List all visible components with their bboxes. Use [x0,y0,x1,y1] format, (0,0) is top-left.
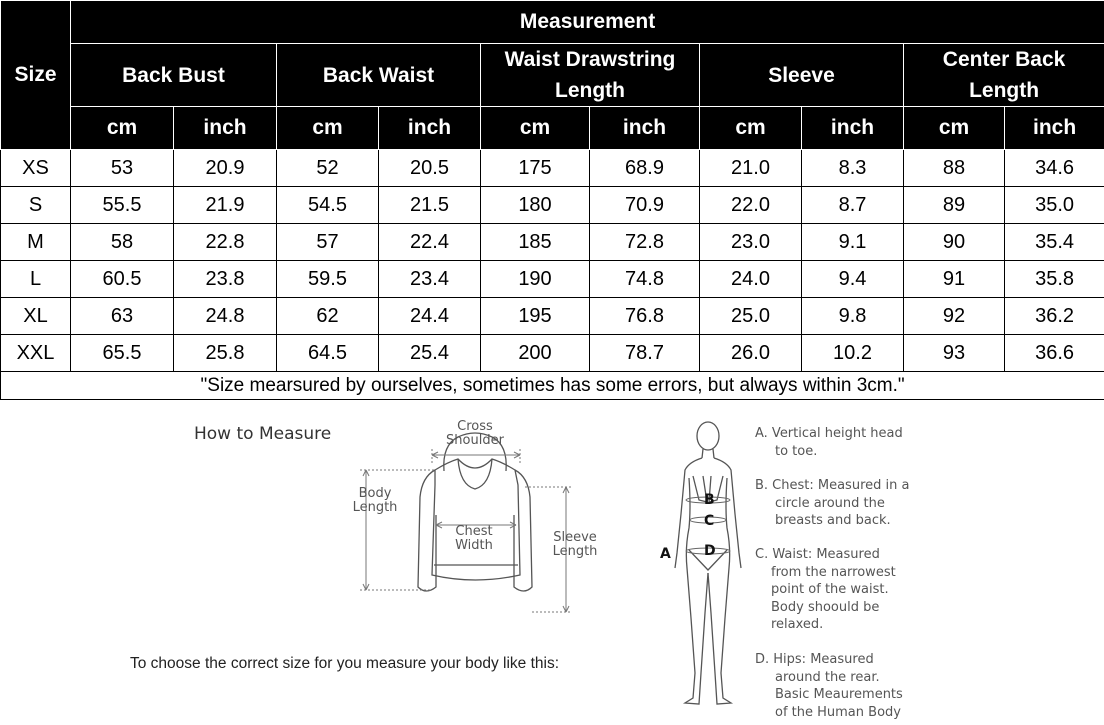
table-cell: 175 [481,150,590,187]
description-c: C. Waist: Measured from the narrowest point of the waist. Body shoould be relaxed. [755,547,896,632]
marker-c: C [704,513,715,529]
table-cell: 23.4 [379,261,481,298]
table-cell: 35.0 [1005,187,1104,224]
table-cell: 190 [481,261,590,298]
measurement-note: "Size mearsured by ourselves, sometimes has some errors, but always within 3cm." [1,372,1104,400]
unit-header: cm [904,107,1005,150]
table-cell: 20.5 [379,150,481,187]
sleeve-length-label: Sleeve Length [552,530,598,559]
table-cell: 21.5 [379,187,481,224]
cross-shoulder-label: Cross Shoulder [446,419,504,448]
group-back-bust: Back Bust [71,44,277,107]
table-row [1,298,1104,335]
table-cell: 60.5 [71,261,174,298]
table-cell: 72.8 [590,224,700,261]
description-d: D. Hips: Measured around the rear. Basic Meaurements of the Human Body [755,652,903,720]
table-cell: 200 [481,335,590,372]
table-cell: 26.0 [700,335,802,372]
table-cell: 22.0 [700,187,802,224]
table-cell: 89 [904,187,1005,224]
table-cell: 54.5 [277,187,379,224]
table-cell: 25.4 [379,335,481,372]
table-cell: 24.0 [700,261,802,298]
table-cell: 65.5 [71,335,174,372]
group-back-waist: Back Waist [277,44,481,107]
table-cell: 22.4 [379,224,481,261]
table-cell: 58 [71,224,174,261]
body-length-label: Body Length [352,486,398,515]
table-cell: 23.8 [174,261,277,298]
table-cell: 57 [277,224,379,261]
size-cell: L [1,261,71,298]
marker-d: D [704,543,716,559]
chest-width-label: Chest Width [455,524,493,553]
table-cell: 93 [904,335,1005,372]
table-cell: 185 [481,224,590,261]
size-cell: M [1,224,71,261]
how-to-measure-title: How to Measure [194,424,332,444]
table-cell: 78.7 [590,335,700,372]
table-cell: 195 [481,298,590,335]
table-cell: 24.8 [174,298,277,335]
unit-header: inch [590,107,700,150]
size-cell: XS [1,150,71,187]
table-cell: 23.0 [700,224,802,261]
table-row [1,150,1104,187]
table-cell: 35.8 [1005,261,1104,298]
table-cell: 59.5 [277,261,379,298]
table-cell: 8.7 [802,187,904,224]
table-cell: 180 [481,187,590,224]
table-cell: 25.8 [174,335,277,372]
description-b: B. Chest: Measured in a circle around the breasts and back. [755,478,910,528]
unit-header: cm [700,107,802,150]
body-measure-figure [655,418,750,718]
table-row [1,261,1104,298]
table-cell: 10.2 [802,335,904,372]
table-cell: 8.3 [802,150,904,187]
size-cell: XL [1,298,71,335]
description-a: A. Vertical height head to toe. [755,426,903,459]
table-cell: 88 [904,150,1005,187]
group-center-back-length: Center Back Length [904,44,1104,107]
unit-header: inch [379,107,481,150]
size-header: Size [1,1,71,150]
table-cell: 74.8 [590,261,700,298]
table-cell: 55.5 [71,187,174,224]
table-cell: 90 [904,224,1005,261]
table-cell: 53 [71,150,174,187]
table-cell: 52 [277,150,379,187]
table-cell: 21.9 [174,187,277,224]
table-cell: 20.9 [174,150,277,187]
table-cell: 35.4 [1005,224,1104,261]
marker-a: A [660,546,671,562]
group-sleeve: Sleeve [700,44,904,107]
table-cell: 76.8 [590,298,700,335]
table-cell: 24.4 [379,298,481,335]
table-cell: 22.8 [174,224,277,261]
table-cell: 36.2 [1005,298,1104,335]
unit-header: inch [802,107,904,150]
table-cell: 70.9 [590,187,700,224]
choose-size-instruction: To choose the correct size for you measure your body like this: [130,655,560,672]
table-row [1,335,1104,372]
table-row [1,224,1104,261]
unit-header: cm [481,107,590,150]
table-cell: 63 [71,298,174,335]
note-row [1,372,1104,400]
unit-header: inch [1005,107,1104,150]
size-cell: S [1,187,71,224]
unit-header: cm [71,107,174,150]
table-cell: 62 [277,298,379,335]
table-cell: 34.6 [1005,150,1104,187]
table-cell: 9.1 [802,224,904,261]
table-cell: 92 [904,298,1005,335]
unit-header: inch [174,107,277,150]
table-cell: 68.9 [590,150,700,187]
table-cell: 9.4 [802,261,904,298]
marker-b: B [704,492,715,508]
unit-header: cm [277,107,379,150]
table-cell: 9.8 [802,298,904,335]
table-cell: 36.6 [1005,335,1104,372]
table-cell: 21.0 [700,150,802,187]
table-cell: 91 [904,261,1005,298]
measurement-header: Measurement [71,1,1104,44]
table-cell: 25.0 [700,298,802,335]
group-waist-drawstring-length: Waist Drawstring Length [481,44,700,107]
table-row [1,187,1104,224]
table-cell: 64.5 [277,335,379,372]
size-cell: XXL [1,335,71,372]
